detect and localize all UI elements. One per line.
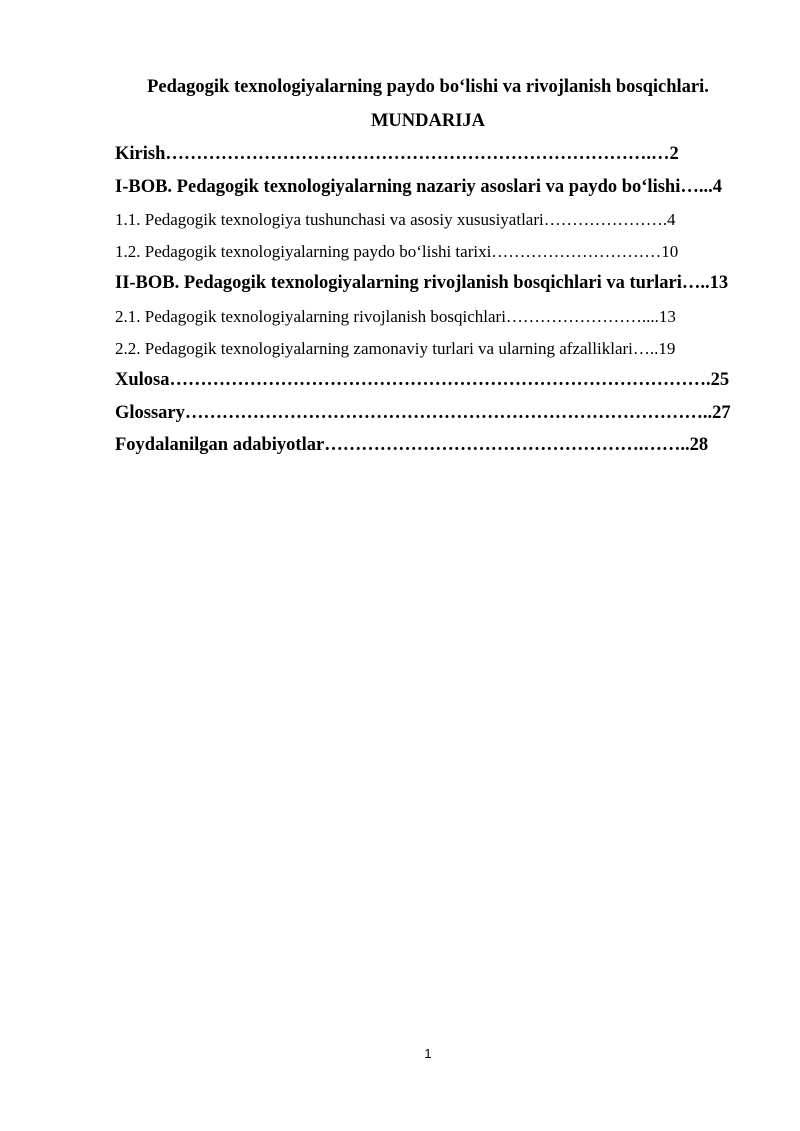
document-title: Pedagogik texnologiyalarning paydo bo‘lishi va rivojlanish bosqichlari. — [147, 77, 709, 97]
toc-entry-glossary: Glossary…………………………………………………………………………..27 — [115, 403, 731, 423]
page-number: 1 — [424, 1046, 432, 1061]
toc-entry-section-2-1: 2.1. Pedagogik texnologiyalarning rivojlanish bosqichlari……………………....13 — [115, 307, 676, 326]
toc-heading: MUNDARIJA — [370, 111, 486, 131]
toc-entry-introduction: Kirish…………………………………………………………………….…2 — [115, 144, 679, 164]
toc-entry-chapter-2: II-BOB. Pedagogik texnologiyalarning rivojlanish bosqichlari va turlari…..13 — [115, 273, 729, 293]
toc-entry-references: Foydalanilgan adabiyotlar…………………………………………….……..28 — [115, 435, 709, 455]
toc-entry-conclusion: Xulosa…………………………………………………………………………….25 — [115, 370, 730, 390]
toc-entry-chapter-1: I-BOB. Pedagogik texnologiyalarning nazariy asoslari va paydo bo‘lishi…...4 — [115, 177, 722, 197]
toc-entry-section-2-2: 2.2. Pedagogik texnologiyalarning zamonaviy turlari va ularning afzalliklari…..19 — [115, 339, 676, 358]
toc-entry-section-1-1: 1.1. Pedagogik texnologiya tushunchasi va asosiy xususiyatlari………………….4 — [115, 210, 676, 229]
toc-entry-section-1-2: 1.2. Pedagogik texnologiyalarning paydo bo‘lishi tarixi…………………………10 — [115, 242, 679, 261]
